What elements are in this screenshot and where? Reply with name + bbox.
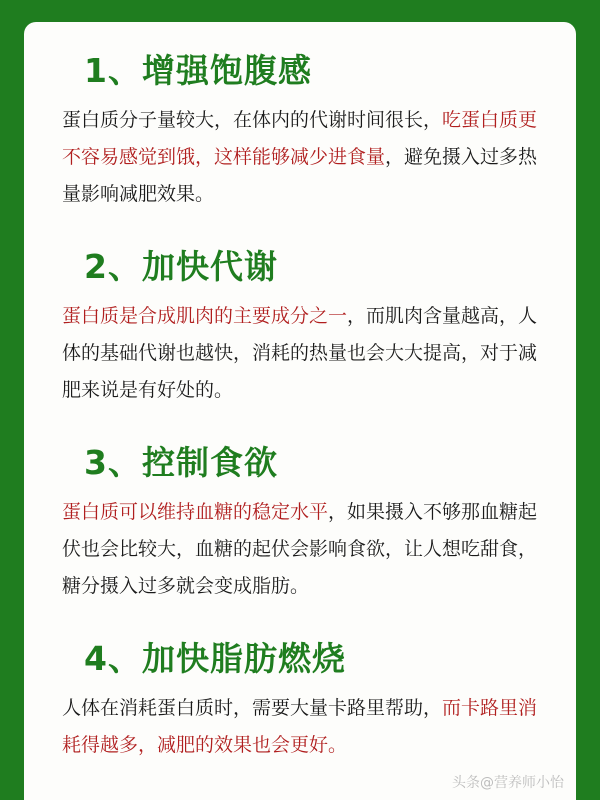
section-body: [62, 494, 546, 605]
body-text-plain: ，避免摄入过多热量影响减肥效果。: [62, 146, 538, 205]
section-body: [62, 298, 546, 409]
section-title: 2、加快代谢: [84, 247, 278, 286]
section-title: 3、控制食欲: [84, 443, 278, 482]
watermark: 头条@营养师小怡: [452, 775, 564, 791]
section-body: [62, 690, 546, 764]
body-text-highlight: 蛋白质可以维持血糖的稳定水平: [62, 501, 329, 523]
body-text-plain: ，如果摄入不够那血糖起伏也会比较大，血糖的起伏会影响食欲，让人想吃甜食，糖分摄入过多就会变成脂肪。: [62, 501, 538, 597]
content-card: [24, 22, 576, 800]
section-title: 4、加快脂肪燃烧: [84, 639, 346, 678]
body-text-highlight: 吃蛋白质更不容易感觉到饿，这样能够减少进食量: [62, 109, 538, 168]
body-text-plain: 蛋白质分子量较大，在体内的代谢时间很长，: [62, 109, 443, 131]
body-text-plain: ，而肌肉含量越高，人体的基础代谢也越快，消耗的热量也会大大提高，对于减肥来说是有好处的。: [62, 305, 538, 401]
body-text-highlight: 而卡路里消耗得越多，减肥的效果也会更好。: [62, 697, 538, 756]
section-title: 1、增强饱腹感: [84, 51, 312, 90]
section-body: [62, 102, 546, 213]
body-text-highlight: 蛋白质是合成肌肉的主要成分之一: [62, 305, 348, 327]
body-text-plain: 人体在消耗蛋白质时，需要大量卡路里帮助，: [62, 697, 443, 719]
